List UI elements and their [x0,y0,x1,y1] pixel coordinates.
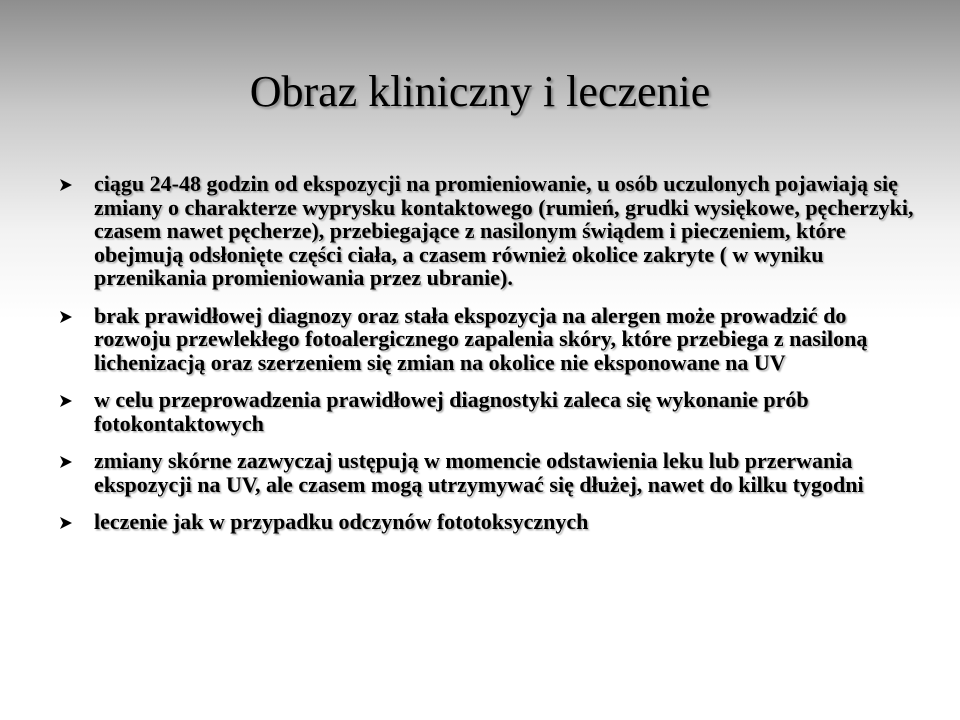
slide-title: Obraz kliniczny i leczenie [249,67,711,116]
arrowhead-bullet-icon [60,179,72,191]
bullet-text: leczenie jak w przypadku odczynów fototoksycznych [94,509,589,534]
bullet-text: ciągu 24-48 godzin od ekspozycji na promieniowanie, u osób uczulonych pojawiają się zmiany o charakterze wyprysku kontaktowego (rumień, grudki wysiękowe, pęcherzyki, czasem nawet pęcherze), przebiegające z nasilonym świądem i pieczeniem, które obejmują odsłonięte części ciała, a czasem również okolice zakryte ( w wyniku przenikania promieniowania przez ubranie). [94,171,914,290]
bullet-text: zmiany skórne zazwyczaj ustępują w momencie odstawienia leku lub przerwania ekspozycji na UV, ale czasem mogą utrzymywać się dłużej, nawet do kilku tygodni [94,448,864,497]
bullet-item [60,304,916,375]
bullet-item [60,510,916,534]
bullet-text: brak prawidłowej diagnozy oraz stała ekspozycja na alergen może prowadzić do rozwoju przewlekłego fotoalergicznego zapalenia skóry, które przebiega z nasiloną lichenizacją oraz szerzeniem się zmian na okolice nie eksponowane na UV [94,302,868,375]
arrowhead-bullet-icon [60,456,72,468]
bullet-item [60,172,916,290]
bullet-list [60,172,916,548]
arrowhead-bullet-icon [60,395,72,407]
arrowhead-bullet-icon [60,517,72,529]
bullet-item [60,388,916,435]
bullet-item [60,449,916,496]
arrowhead-bullet-icon [60,311,72,323]
bullet-text: w celu przeprowadzenia prawidłowej diagnostyki zaleca się wykonanie prób fotokontaktowych [94,387,809,436]
